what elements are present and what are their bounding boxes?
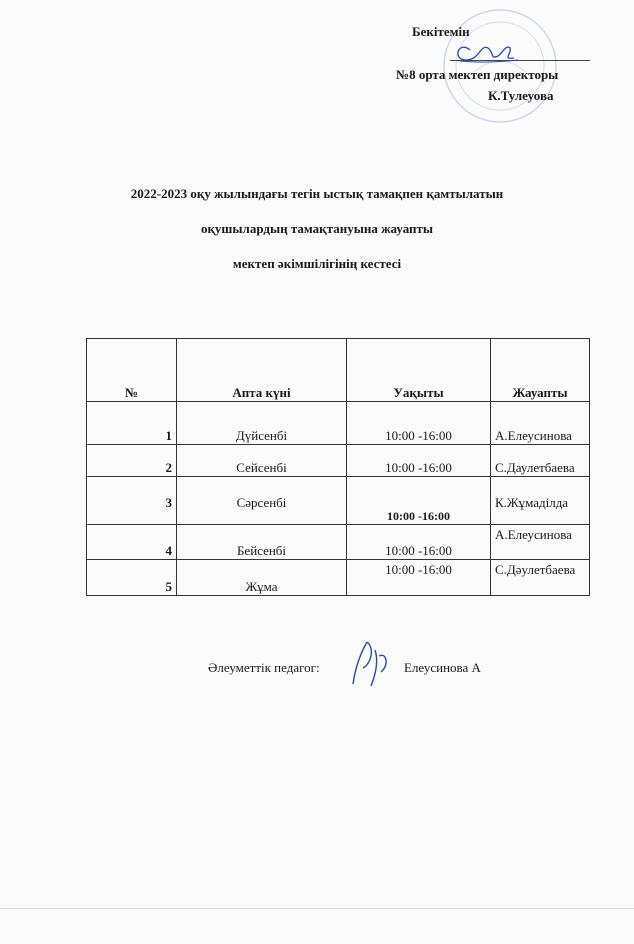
- header-number: №: [87, 339, 177, 402]
- row-responsible: А.Елеусинова: [491, 525, 590, 560]
- row-number: 2: [87, 445, 177, 477]
- pedagogue-signature: [345, 638, 395, 690]
- document-title-line-1: 2022-2023 оқу жылындағы тегін ыстық тамақпен қамтылатын: [130, 186, 504, 201]
- row-time: 10:00 -16:00: [347, 525, 491, 560]
- table-header-row: [87, 339, 590, 402]
- row-time: 10:00 -16:00: [347, 477, 491, 525]
- row-weekday: Сәрсенбі: [177, 477, 347, 525]
- row-responsible: К.Жұмаділда: [491, 477, 590, 525]
- document-title-line-2: оқушылардың тамақтануына жауапты: [200, 221, 434, 236]
- row-number: 1: [87, 402, 177, 445]
- row-number: 4: [87, 525, 177, 560]
- director-name: К.Тулеуова: [488, 88, 554, 103]
- header-responsible: Жауапты: [491, 339, 590, 402]
- director-title: №8 орта мектеп директоры: [396, 67, 559, 82]
- director-signature: [440, 30, 520, 70]
- row-time: 10:00 -16:00: [347, 445, 491, 477]
- header-time: Уақыты: [347, 339, 491, 402]
- approval-label: Бекітемін: [412, 24, 470, 39]
- table-row: [87, 525, 590, 560]
- row-weekday: Сейсенбі: [177, 445, 347, 477]
- table-row: [87, 477, 590, 525]
- table-row: [87, 445, 590, 477]
- row-weekday: Бейсенбі: [177, 525, 347, 560]
- header-weekday: Апта күні: [177, 339, 347, 402]
- row-weekday: Жұма: [177, 560, 347, 596]
- row-number: 3: [87, 477, 177, 525]
- page-edge-line: [0, 908, 634, 909]
- row-time: 10:00 -16:00: [347, 402, 491, 445]
- row-responsible: С.Дәулетбаева: [491, 560, 590, 596]
- row-number: 5: [87, 560, 177, 596]
- row-responsible: С.Даулетбаева: [491, 445, 590, 477]
- document-title-line-3: мектеп әкімшілігінің кестесі: [232, 256, 402, 271]
- table-row: [87, 560, 590, 596]
- footer-role: Әлеуметтік педагог:: [208, 660, 320, 675]
- table-row: [87, 402, 590, 445]
- row-weekday: Дүйсенбі: [177, 402, 347, 445]
- row-time: 10:00 -16:00: [347, 560, 491, 596]
- footer-name: Елеусинова А: [404, 660, 481, 675]
- row-responsible: А.Елеусинова: [491, 402, 590, 445]
- schedule-table: [86, 338, 590, 596]
